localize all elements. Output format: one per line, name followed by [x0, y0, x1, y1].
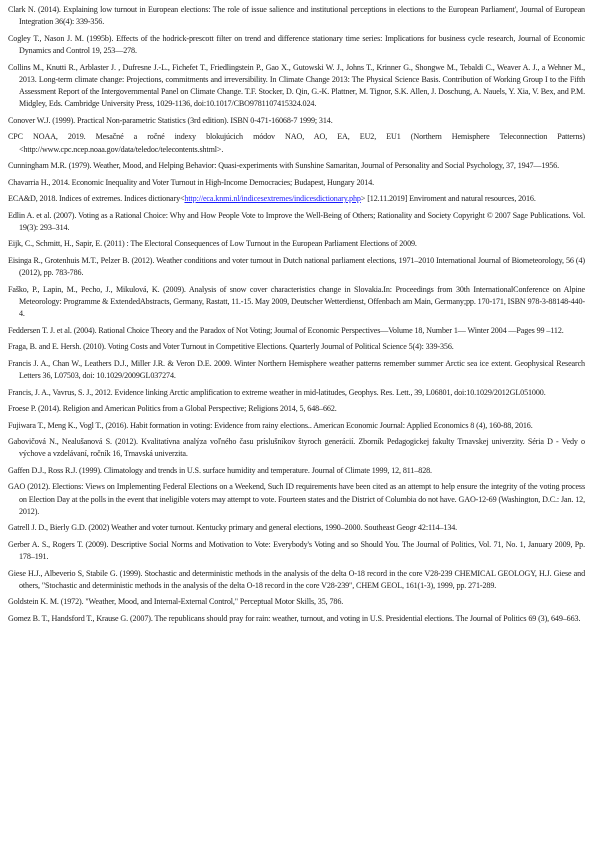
reference-entry: Eijk, C., Schmitt, H., Sapir, E. (2011) : The Electoral Consequences of Low Turnout in the European Parliament Elections of 2009. [8, 239, 417, 249]
reference-entry: Cunningham M.R. (1979). Weather, Mood, and Helping Behavior: Quasi-experiments with Sunshine Samaritan, Journal of Personality and Social Psychology, 37, 1947—1956. [8, 161, 560, 171]
reference-entry: Froese P. (2014). Religion and American Politics from a Global Perspective; Religions 2014, 5, 648–662. [8, 404, 337, 414]
reference-entry: Francis, J. A., Vavrus, S. J., 2012. Evidence linking Arctic amplification to extreme weather in mid-latitudes, Geophys. Res. Lett., 39, L06801, doi:10.1029/2012GL051000. [8, 387, 546, 397]
reference-entry: Gerber A. S., Rogers T. (2009). Descriptive Social Norms and Motivation to Vote: Everybody's Voting and so Should You. The Journal of Politics, Vol. 71, No. 1, January 2009, Pp. 178–191. [8, 539, 585, 562]
reference-entry: GAO (2012). Elections: Views on Implementing Federal Elections on a Weekend, Such ID requirements have been cited as an attempt to help ensure the integrity of the voting process on Election Day at the polls in the event that ineligible voters may attempt to vote. Fourteen states and the District of Columbia do not have. GAO-12-69 (Washington, D.C.: Jan. 12, 2012). [8, 482, 585, 516]
reference-entry: Gaffen D.J., Ross R.J. (1999). Climatology and trends in U.S. surface humidity and temperature. Journal of Climate 1999, 12, 811–828. [8, 465, 432, 475]
reference-text: > [12.11.2019] Enviroment and natural resources, 2016. [360, 194, 536, 204]
reference-entry: Eisinga R., Grotenhuis M.T., Pelzer B. (2012). Weather conditions and voter turnout in Dutch national parliament elections, 1971–2010 International Journal of Biometeorology, 56 (4) (2012), pp. 783-786. [8, 255, 585, 278]
reference-entry: Gomez B. T., Handsford T., Krause G. (2007). The republicans should pray for rain: weather, turnout, and voting in U.S. Presidential elections. The Journal of Politics 69 (3), 649–663. [8, 613, 581, 623]
reference-entry: Fujiwara T., Meng K., Vogl T., (2016). Habit formation in voting: Evidence from rainy elections.. American Economic Journal: Applied Economics 8 (4), 160-88, 2016. [8, 420, 533, 430]
reference-entry: CPC NOAA, 2019. Mesačné a ročné indexy blokujúcich módov NAO, AO, EA, EU2, EU1 (Northern Hemisphere Teleconnection Patterns) <http://www.cpc.ncep.noaa.gov/data/teledoc/telecontents.shtml>. [8, 132, 585, 154]
reference-entry [8, 193, 585, 205]
reference-entry: Gatrell J. D., Bierly G.D. (2002) Weather and voter turnout. Kentucky primary and general elections, 1990–2000. Southeast Geogr 42:114–134. [8, 523, 458, 533]
reference-entry: Edlin A. et al. (2007). Voting as a Rational Choice: Why and How People Vote to Improve the Well-Being of Others; Rationality and Society Copyright © 2007 Sage Publications. Vol. 19(3): 293–314. [8, 210, 585, 232]
reference-entry: Chavarria H., 2014. Economic Inequality and Voter Turnout in High-Income Democracies; Budapest, Hungary 2014. [8, 177, 375, 187]
reference-entry: Fraga, B. and E. Hersh. (2010). Voting Costs and Voter Turnout in Competitive Elections. Quarterly Journal of Political Science 5(4): 339-356. [8, 342, 454, 352]
reference-entry: Gabovičová N., Nealušanová S. (2012). Kvalitatívna analýza voľného času príslušníkov štyroch generácií. Zborník Pedagogickej fakulty Trnavskej univerzity. Séria D - Vedy o výchove a vzdelávaní, ročník 16, Trnavská univerzita. [8, 436, 585, 459]
reference-text: ECA&D, 2018. Indices of extremes. Indices dictionary< [8, 194, 185, 204]
reference-entry: Francis J. A., Chan W., Leathers D.J., Miller J.R. & Veron D.E. 2009. Winter Northern Hemisphere weather patterns remember summer Arctic sea ice extent. Geophysical Research Letters 36, L07503, doi: 10.1029/2009GL037274. [8, 358, 585, 381]
reference-entry: Faško, P., Lapin, M., Pecho, J., Mikulová, K. (2009). Analysis of snow cover characteristics change in Slovakia.In: Proceedings from 30th InternationalConference on Alpine Meteorology: Programme & ExtendedAbstracts, Germany, Rastatt, 11.-15. May 2009, Deutscher Wetterdienst, Offenbach am Main, Germany;pp. 170-171, ISBN 978-3-88148-440-4. [8, 284, 585, 319]
reference-entry: Clark N. (2014). Explaining low turnout in European elections: The role of issue salience and institutional perceptions in elections to the European Parliament', Journal of European Integration 36(4): 339-356. [8, 5, 585, 27]
reference-entry: Cogley T., Nason J. M. (1995b). Effects of the hodrick-prescott filter on trend and difference stationary time series: Implications for business cycle research, Journal of Economic Dynamics and Control 19, 253—278. [8, 33, 585, 56]
reference-entry: Feddersen T. J. et al. (2004). Rational Choice Theory and the Paradox of Not Voting; Journal of Economic Perspectives—Volume 18, Number 1— Winter 2004 —Pages 99 –112. [8, 325, 564, 335]
reference-entry: Giese H.J., Albeverio S, Stabile G. (1999). Stochastic and deterministic methods in the analysis of the delta O-18 record in the core V28-239 CHEMICAL GEOLOGY, H.J. Giese and others, "Stochastic and deterministic methods in the analysis of the delta O-18 record in the core V28-239", CHEM GEOL, 161(1-3), 1999, pp. 271-289. [8, 568, 585, 590]
reference-entry: Conover W.J. (1999). Practical Non-parametric Statistics (3rd edition). ISBN 0-471-16068-7 1999; 314. [8, 115, 333, 125]
reference-entry: Goldstein K. M. (1972). "Weather, Mood, and Internal-External Control," Perceptual Motor Skills, 35, 786. [8, 597, 344, 607]
indices-dictionary-link[interactable]: http://eca.knmi.nl/indicesextremes/indicesdictionary.php [184, 194, 361, 204]
reference-entry: Collins M., Knutti R., Arblaster J. , Dufresne J.-L., Fichefet T., Friedlingstein P., Gao X., Gutowski W. J., Johns T., Krinner G., Shongwe M., Tebaldi C., Weaver A. J., a Wehner M., 2013. Long-term climate change: Projections, commitments and irreversibility. In Climate Change 2013: The Physical Science Basis. Contribution of Working Group I to the Fifth Assessment Report of the Intergovernmental Panel on Climate Change. T.F. Stocker, D. Qin, G.-K. Plattner, M. Tignor, S.K. Allen, J. Doschung, A. Nauels, Y. Xia, V. Bex, and P.M. Midgley, Eds. Cambridge University Press, 1029-1136, doi:10.1017/CBO9781107415324.024. [8, 62, 585, 109]
